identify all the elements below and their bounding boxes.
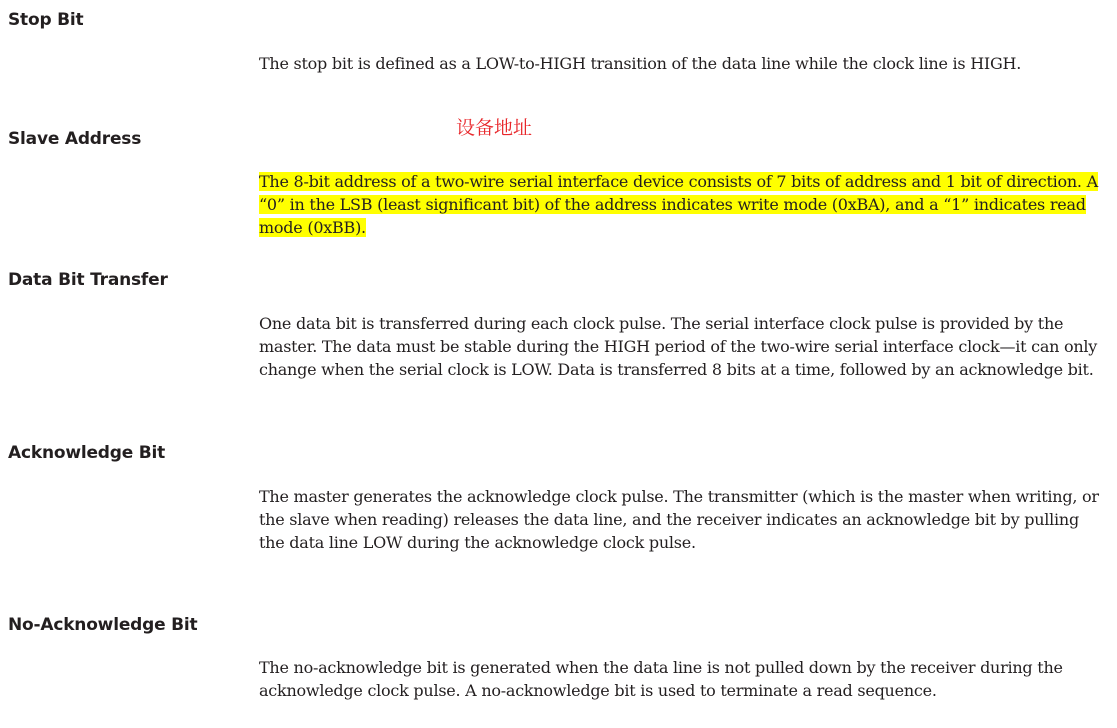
paragraph-acknowledge-bit: The master generates the acknowledge clock pulse. The transmitter (which is the master when writing, or the slave when reading) releases the data line, and the receiver indicates an acknowledge bit by pulling the data line LOW during the acknowledge clock pulse. [259, 487, 1099, 552]
heading-slave-address: Slave Address [8, 129, 142, 149]
paragraph-no-acknowledge-bit: The no-acknowledge bit is generated when the data line is not pulled down by the receiver during the acknowledge clock pulse. A no-acknowledge bit is used to terminate a read sequence. [259, 658, 1063, 700]
heading-no-acknowledge-bit: No-Acknowledge Bit [8, 615, 198, 635]
heading-acknowledge-bit: Acknowledge Bit [8, 443, 166, 463]
paragraph-data-bit-transfer: One data bit is transferred during each clock pulse. The serial interface clock pulse is provided by the master. The data must be stable during the HIGH period of the two-wire serial interface clock—it can only change when the serial clock is LOW. Data is transferred 8 bits at a time, followed by an acknowledge bit. [259, 314, 1098, 379]
heading-stop-bit: Stop Bit [8, 10, 84, 30]
highlighted-text: The 8-bit address of a two-wire serial interface device consists of 7 bits of address and 1 bit of direction. A “0” in the LSB (least significant bit) of the address indicates write mode (0xBA), and a “1” indicates read mode (0xBB). [259, 172, 1098, 237]
heading-data-bit-transfer: Data Bit Transfer [8, 270, 168, 290]
annotation-slave-address-chinese: 设备地址 [456, 117, 533, 139]
paragraph-stop-bit: The stop bit is defined as a LOW-to-HIGH transition of the data line while the clock line is HIGH. [259, 54, 1022, 73]
paragraph-slave-address [259, 170, 1109, 239]
